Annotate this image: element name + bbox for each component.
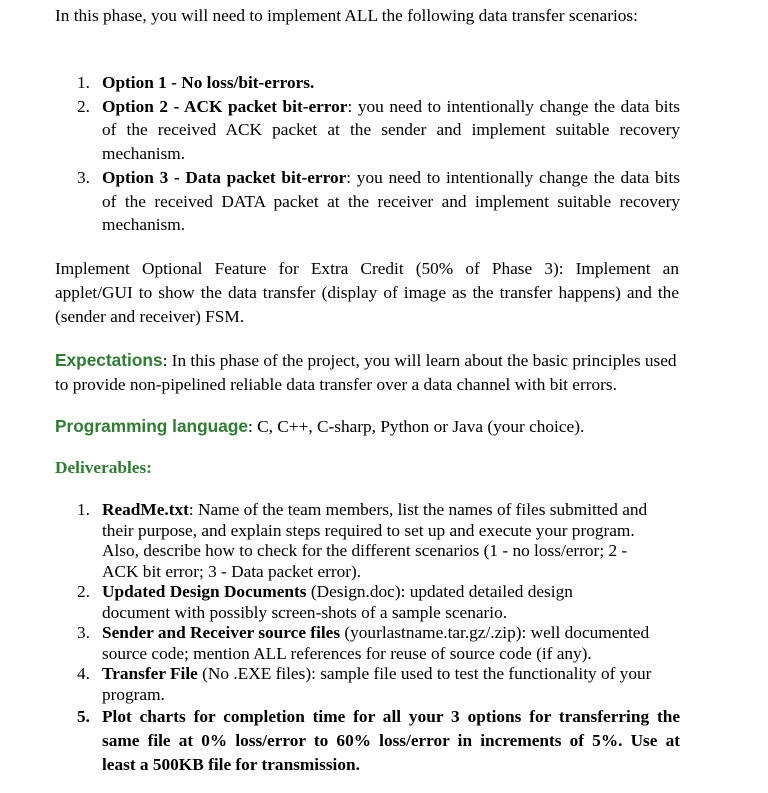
list-item <box>55 705 680 777</box>
deliverable-line: source code; mention ALL references for reuse of source code (if any). <box>102 643 592 663</box>
paragraph-line: applet/GUI to show the data transfer (display of image as the transfer happens) and the <box>55 283 679 302</box>
scenario-list <box>55 71 680 237</box>
programming-language <box>55 416 584 437</box>
paragraph-line: (sender and receiver) FSM. <box>55 307 245 326</box>
scenario-title: Option 3 - Data packet bit-error <box>102 167 347 187</box>
scenario-line: mechanism. <box>102 215 186 235</box>
scenario-line: mechanism. <box>102 144 186 164</box>
optional-feature-paragraph <box>55 257 679 329</box>
deliverable-line: same file at 0% loss/error to 60% loss/error in increments of 5%. Use at <box>102 731 680 750</box>
expectations-text: : In this phase of the project, you will learn about the basic principles used <box>162 351 677 370</box>
list-number: 5. <box>77 707 90 726</box>
deliverable-title: ReadMe.txt <box>102 500 189 519</box>
list-number: 1. <box>77 500 90 519</box>
list-number: 1. <box>77 73 90 92</box>
deliverable-title: Updated Design Documents <box>102 582 307 601</box>
list-item <box>55 95 680 166</box>
scenario-line: of the received ACK packet at the sender and implement suitable recovery <box>102 120 680 140</box>
list-item <box>55 664 680 705</box>
deliverable-line: document with possibly screen-shots of a sample scenario. <box>102 602 508 622</box>
scenario-period: . <box>310 73 315 92</box>
programming-label: Programming language <box>55 416 249 436</box>
scenario-title: Option 2 - ACK packet bit-error <box>102 96 348 116</box>
deliverable-line: Plot charts for completion time for all your 3 options for transferring the <box>102 707 680 726</box>
list-number: 3. <box>77 623 90 642</box>
list-number: 3. <box>77 167 90 187</box>
list-item <box>55 500 680 582</box>
list-number: 2. <box>77 582 90 601</box>
deliverable-text: (Design.doc): updated detailed design <box>306 582 573 601</box>
programming-text: : C, C++, C-sharp, Python or Java (your choice). <box>248 417 585 436</box>
scenario-line: of the received DATA packet at the receiver and implement suitable recovery <box>102 191 680 211</box>
deliverable-text: : Name of the team members, list the names of files submitted and <box>188 500 648 519</box>
scenario-title: Option 1 - No loss/bit-errors <box>102 73 311 92</box>
deliverables-list <box>55 500 680 777</box>
deliverable-line: program. <box>102 684 165 704</box>
scenario-text: : you need to intentionally change the data bits <box>346 167 680 187</box>
expectations-label: Expectations <box>55 350 163 370</box>
intro-text: In this phase, you will need to implement ALL the following data transfer scenarios: <box>55 6 638 25</box>
list-number: 2. <box>77 96 90 116</box>
list-item <box>55 166 680 237</box>
deliverable-line: their purpose, and explain steps required to set up and execute your program. <box>102 520 635 540</box>
deliverable-text: (No .EXE files): sample file used to test the functionality of your <box>197 664 652 683</box>
expectations-paragraph <box>55 348 679 397</box>
deliverable-line: ACK bit error; 3 - Data packet error). <box>102 561 362 581</box>
list-number: 4. <box>77 664 90 683</box>
deliverable-title: Transfer File <box>102 664 198 683</box>
list-item <box>55 623 680 664</box>
scenario-text: : you need to intentionally change the data bits <box>347 96 680 116</box>
deliverable-line: Also, describe how to check for the different scenarios (1 - no loss/error; 2 - <box>102 541 628 560</box>
deliverable-line: least a 500KB file for transmission. <box>102 755 360 774</box>
deliverable-text: (yourlastname.tar.gz/.zip): well documented <box>340 623 650 642</box>
deliverables-heading: Deliverables: <box>55 458 152 477</box>
list-item <box>55 582 680 623</box>
expectations-line: to provide non-pipelined reliable data transfer over a data channel with bit errors. <box>55 375 617 394</box>
deliverable-title: Sender and Receiver source files <box>102 623 341 642</box>
list-item <box>55 71 680 95</box>
paragraph-line: Implement Optional Feature for Extra Credit (50% of Phase 3): Implement an <box>55 259 679 278</box>
